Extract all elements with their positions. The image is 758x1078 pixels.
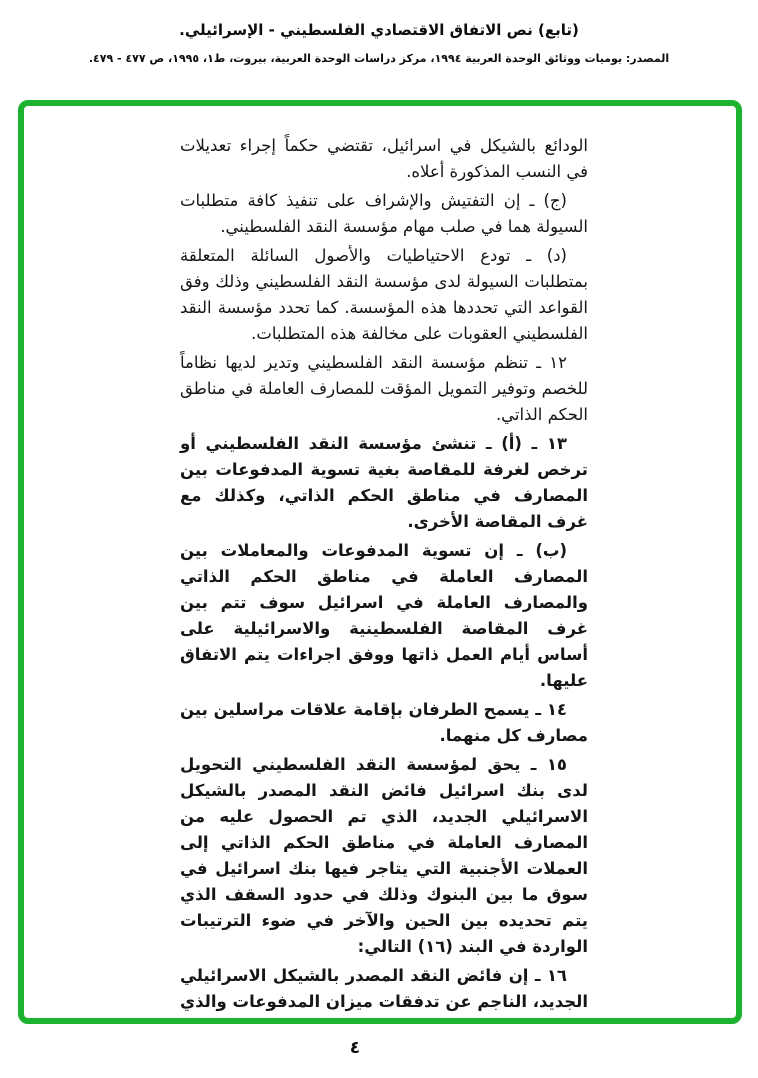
paragraph-item-13b: (ب) ـ إن تسوية المدفوعات والمعاملات بين المصارف العاملة في مناطق الحكم الذاتي والمصارف العاملة في اسرائيل سوف تتم بين غرف المقاصة الفلسطينية والاسرائيلية على أساس أيام العمل ذاتها ووفق اجراءات يتم الاتفاق عليها. bbox=[180, 541, 588, 690]
paragraph-item-12: ١٢ ـ تنظم مؤسسة النقد الفلسطيني وتدير لديها نظاماً للخصم وتوفير التمويل المؤقت للمصارف العاملة في مناطق الحكم الذاتي. bbox=[180, 353, 588, 424]
paragraph-item-14: ١٤ ـ يسمح الطرفان بإقامة علاقات مراسلين بين مصارف كل منهما. bbox=[180, 700, 588, 745]
paragraph-continuation: الودائع بالشيكل في اسرائيل، تقتضي حكماً إجراء تعديلات في النسب المذكورة أعلاه. bbox=[180, 136, 588, 181]
paragraph-item-13a: ١٣ ـ (أ) ـ تنشئ مؤسسة النقد الفلسطيني أو ترخص لغرفة للمقاصة بغية تسوية المدفوعات بين المصارف في مناطق الحكم الذاتي، وكذلك مع غرف المقاصة الأخرى. bbox=[180, 434, 588, 531]
paragraph-clause-d: (د) ـ تودع الاحتياطيات والأصول السائلة المتعلقة بمتطلبات السيولة لدى مؤسسة النقد الفلسطيني وذلك وفق القواعد التي تحددها هذه المؤسسة. كما تحدد مؤسسة النقد الفلسطيني العقوبات على مخالفة هذه المتطلبات. bbox=[180, 246, 588, 343]
page-number: ٤ bbox=[349, 1038, 361, 1058]
paragraph-clause-j: (ج) ـ إن التفتيش والإشراف على تنفيذ كافة متطلبات السيولة هما في صلب مهام مؤسسة النقد الفلسطيني. bbox=[180, 191, 588, 236]
paragraph-item-16: ١٦ ـ إن فائض النقد المصدر بالشيكل الاسرائيلي الجديد، الناجم عن تدفقات ميزان المدفوعات والذي bbox=[179, 966, 588, 1011]
page-title: (تابع) نص الاتفاق الاقتصادي الفلسطيني - الإسرائيلي. bbox=[179, 21, 579, 39]
paragraph-item-15: ١٥ ـ يحق لمؤسسة النقد الفلسطيني التحويل لدى بنك اسرائيل فائض النقد المصدر بالشيكل الاسرائيلي الجديد، الذي تم الحصول عليه من المصارف العاملة في مناطق الحكم الذاتي إلى العملات الأجنبية التي يتاجر فيها بنك اسرائيل في سوق ما بين البنوك وذلك في حدود السقف الذي يتم تحديده بين الحين والآخر في ضوء الترتيبات الواردة في البند (١٦) التالي: bbox=[180, 755, 588, 956]
document-body bbox=[180, 133, 588, 1018]
source-line: المصدر: يوميات ووثائق الوحدة العربية ١٩٩٤، مركز دراسات الوحدة العربية، بيروت، ط١، ١٩٩٥، ص ٤٧٧ - ٤٧٩. bbox=[88, 52, 670, 65]
